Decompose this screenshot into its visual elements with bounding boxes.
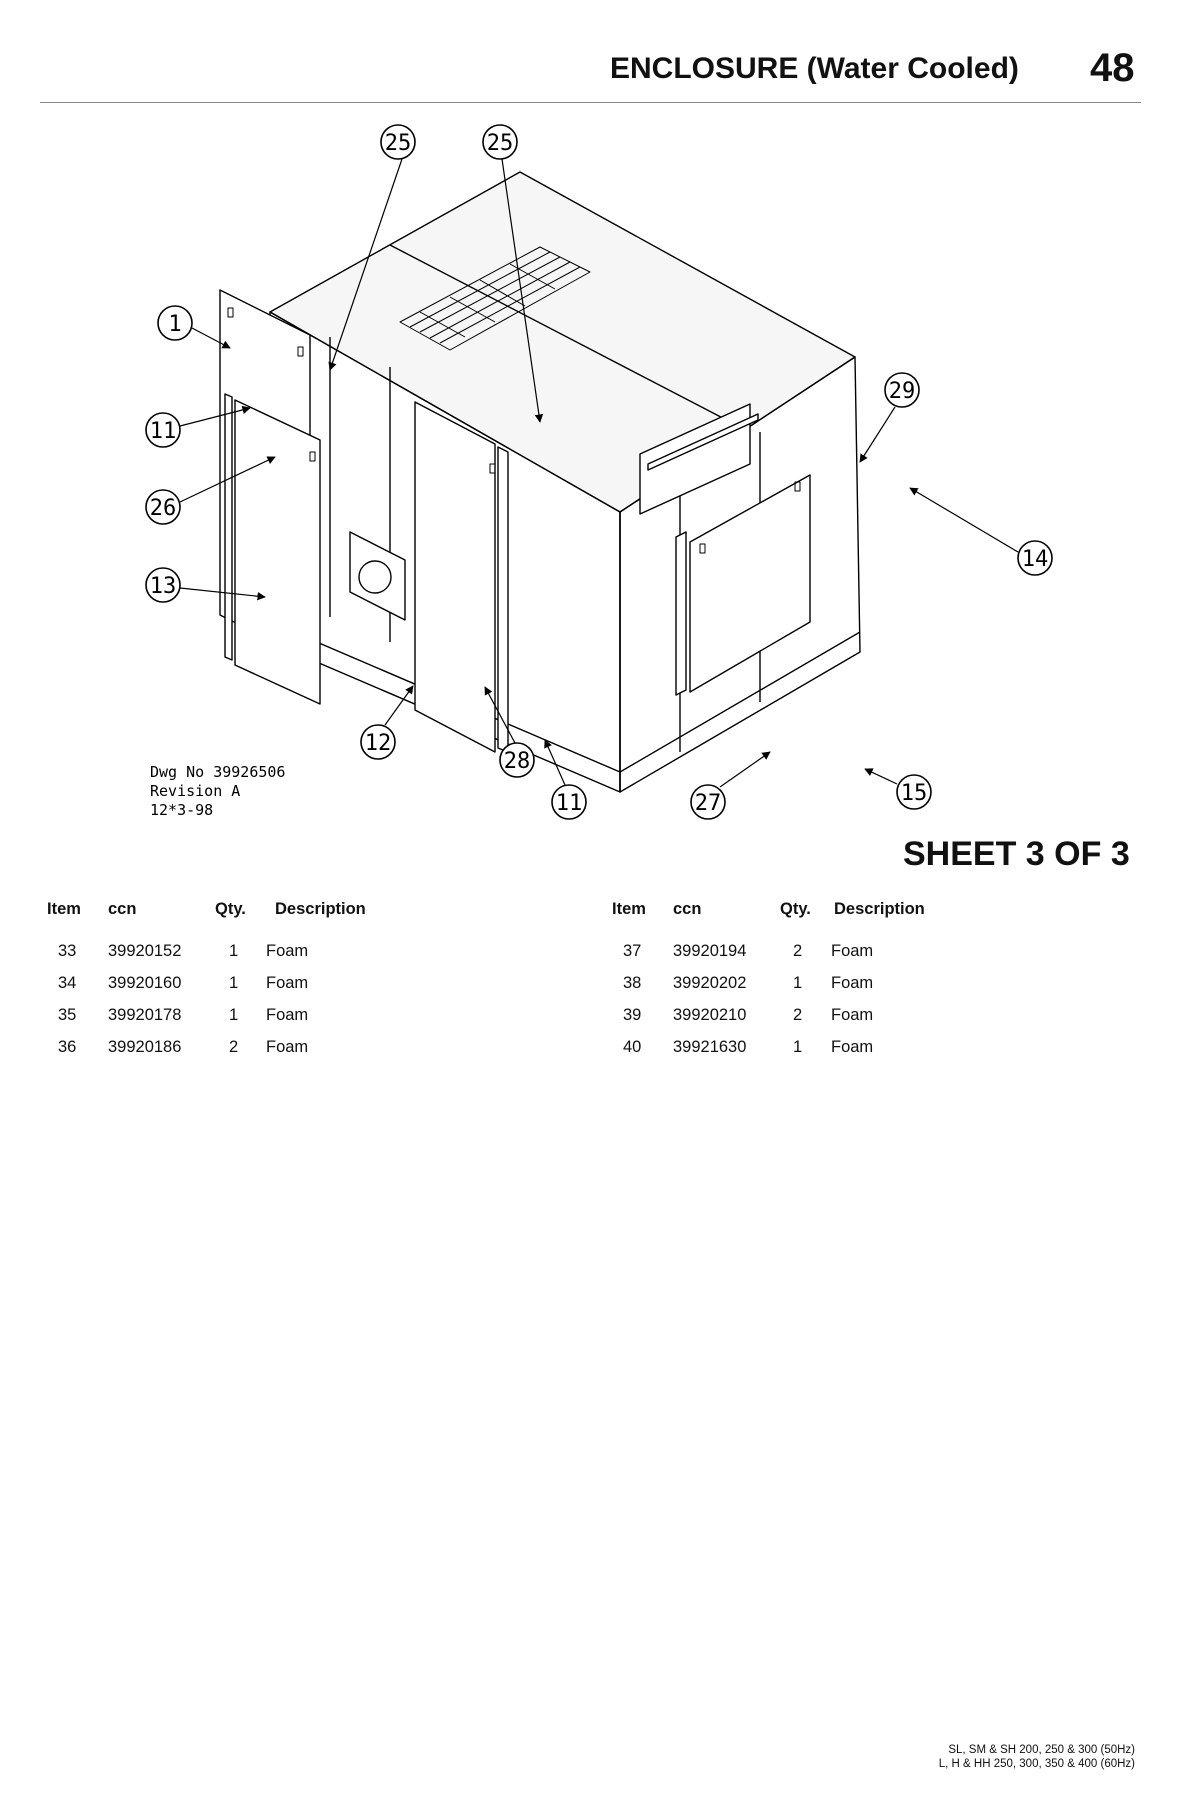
footer-line-1: SL, SM & SH 200, 250 & 300 (50Hz): [948, 1744, 1135, 1756]
drawing-number: Dwg No 39926506: [150, 763, 286, 781]
header-description: Description: [275, 900, 366, 918]
callout-label-14: 14: [1021, 547, 1049, 572]
cell-description: Foam: [831, 1038, 874, 1056]
page-number: 48: [1090, 46, 1135, 90]
callout-11a: [146, 413, 180, 447]
callout-25a: [381, 125, 415, 159]
panel-26-13: [225, 394, 320, 704]
cell-ccn: 39920160: [108, 974, 182, 992]
cell-qty: 1: [229, 942, 239, 960]
cell-qty: 1: [229, 1006, 239, 1024]
footer-line-2: L, H & HH 250, 300, 350 & 400 (60Hz): [938, 1758, 1135, 1770]
cell-item: 33: [58, 942, 77, 960]
cell-qty: 1: [793, 1038, 803, 1056]
callout-13: [146, 568, 180, 602]
header-ccn: ccn: [108, 900, 137, 918]
callout-11b: [552, 785, 586, 819]
cell-description: Foam: [266, 1038, 309, 1056]
drawing-info: [150, 763, 285, 819]
cell-ccn: 39920202: [673, 974, 747, 992]
header-description: Description: [834, 900, 925, 918]
header-qty: Qty.: [780, 900, 811, 918]
header-ccn: ccn: [673, 900, 702, 918]
header-item: Item: [47, 900, 81, 918]
cell-ccn: 39920210: [673, 1006, 747, 1024]
cell-item: 38: [623, 974, 642, 992]
callout-label-29: 29: [888, 379, 916, 404]
callout-label-28: 28: [503, 749, 531, 774]
callout-12: [361, 725, 395, 759]
cell-description: Foam: [831, 942, 874, 960]
cell-item: 35: [58, 1006, 77, 1024]
callout-label-25b: 25: [486, 131, 514, 156]
callout-29: [885, 373, 919, 407]
header-divider: [40, 102, 1141, 103]
cell-qty: 2: [793, 942, 803, 960]
callout-27: [691, 785, 725, 819]
callout-label-26: 26: [149, 496, 177, 521]
callout-label-1: 1: [168, 312, 182, 337]
cell-description: Foam: [831, 1006, 874, 1024]
cell-ccn: 39920186: [108, 1038, 182, 1056]
cell-description: Foam: [831, 974, 874, 992]
cell-description: Foam: [266, 974, 309, 992]
callout-label-11b: 11: [555, 791, 583, 816]
cell-qty: 1: [793, 974, 803, 992]
cell-qty: 2: [229, 1038, 239, 1056]
callout-25b: [483, 125, 517, 159]
cell-qty: 1: [229, 974, 239, 992]
callout-label-11a: 11: [149, 419, 177, 444]
header-qty: Qty.: [215, 900, 246, 918]
cell-item: 40: [623, 1038, 642, 1056]
panel-12: [350, 532, 405, 620]
callout-14: [1018, 541, 1052, 575]
cell-qty: 2: [793, 1006, 803, 1024]
footer-model-list: [939, 1743, 1135, 1771]
callout-label-12: 12: [364, 731, 392, 756]
exploded-view-drawing: [120, 112, 1100, 832]
callout-label-15: 15: [900, 781, 928, 806]
panel-11-center: [415, 402, 508, 752]
cell-ccn: 39920194: [673, 942, 747, 960]
drawing-date: 12*3-98: [150, 801, 214, 819]
drawing-revision: Revision A: [150, 782, 241, 800]
callout-28: [500, 743, 534, 777]
sheet-label: SHEET 3 OF 3: [903, 835, 1130, 873]
cell-item: 34: [58, 974, 77, 992]
cell-ccn: 39920152: [108, 942, 182, 960]
callout-1: [158, 306, 192, 340]
cell-item: 39: [623, 1006, 642, 1024]
cell-ccn: 39920178: [108, 1006, 182, 1024]
callout-15: [897, 775, 931, 809]
cell-item: 36: [58, 1038, 77, 1056]
callout-label-13: 13: [149, 574, 177, 599]
cell-ccn: 39921630: [673, 1038, 747, 1056]
cell-item: 37: [623, 942, 642, 960]
callout-26: [146, 490, 180, 524]
callout-label-25a: 25: [384, 131, 412, 156]
cell-description: Foam: [266, 1006, 309, 1024]
panel-15-27: [676, 475, 810, 695]
cell-description: Foam: [266, 942, 309, 960]
page-title: ENCLOSURE (Water Cooled): [610, 52, 1019, 85]
header-item: Item: [612, 900, 646, 918]
callout-label-27: 27: [694, 791, 722, 816]
